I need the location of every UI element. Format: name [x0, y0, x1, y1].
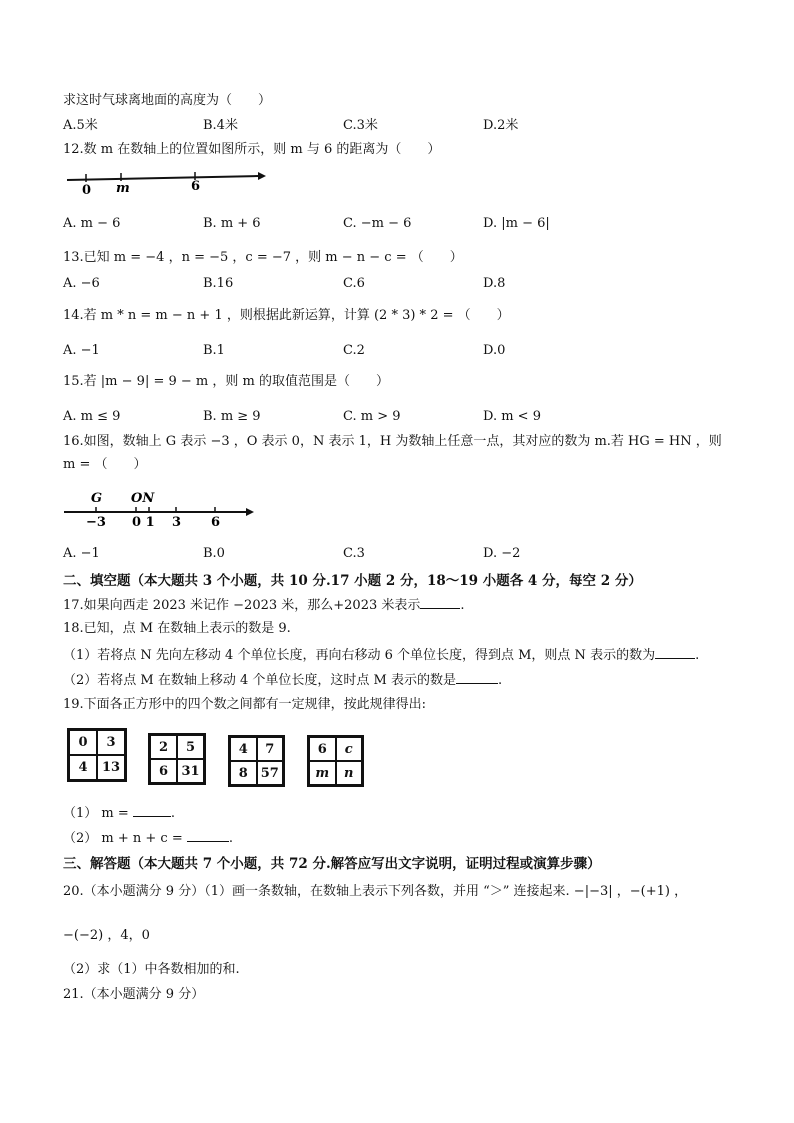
- q18-part1: （1）若将点 N 先向左移动 4 个单位长度，再向右移动 6 个单位长度，得到点 M，则点 N 表示的数为: [63, 648, 656, 663]
- q12-axis-label-6: 6: [191, 179, 201, 194]
- q19-square-4-cell: m: [309, 761, 336, 785]
- q18-part1-end: .: [695, 648, 700, 663]
- q19-square-3-cell: 7: [257, 737, 284, 761]
- q19-part2-end: .: [228, 831, 233, 846]
- q18-part2-blank[interactable]: [456, 670, 498, 684]
- q21-stem: 21.（本小题满分 9 分）: [63, 987, 205, 1002]
- q12-option-b: B. m + 6: [203, 216, 261, 231]
- q16-tick-3: 3: [172, 515, 182, 530]
- q19-square-4-cell: c: [336, 737, 363, 761]
- q19-part2: （2） m + n + c =: [63, 831, 187, 846]
- q19-square-1: [67, 728, 127, 782]
- q19-part1-end: .: [170, 806, 176, 821]
- q19-part2-blank[interactable]: [187, 828, 229, 842]
- q19-square-1-cell: 13: [97, 755, 125, 780]
- q12-number-line: [63, 168, 273, 198]
- q14-stem: 14.若 m * n = m − n + 1 ，则根据此新运算，计算 (2 * 3) * 2 = （ ）: [63, 308, 510, 323]
- q16-label-on: ON: [131, 491, 155, 506]
- q19-square-1-cell: 0: [69, 730, 97, 755]
- q19-square-4-cell: 6: [309, 737, 336, 761]
- q18-part1-line: [63, 645, 699, 665]
- q19-part1-line: [63, 803, 175, 823]
- q19-square-2-cell: 2: [150, 735, 177, 759]
- q19-square-2: [148, 733, 206, 785]
- q17-end: .: [460, 598, 465, 613]
- q16-tick-neg3: −3: [86, 515, 106, 530]
- q16-option-a: A. −1: [63, 546, 100, 561]
- q12-axis-label-0: 0: [82, 183, 92, 198]
- q16-number-line: [60, 486, 260, 530]
- q11-option-c: C.3米: [343, 118, 378, 133]
- q11-stem: 求这时气球离地面的高度为（ ）: [63, 93, 272, 108]
- q12-option-a: A. m − 6: [63, 216, 121, 231]
- q20-line2: −(−2) ，4，0: [63, 928, 150, 943]
- q12-stem: 12.数 m 在数轴上的位置如图所示，则 m 与 6 的距离为（ ）: [63, 142, 441, 157]
- q19-square-2-cell: 5: [177, 735, 204, 759]
- q12-option-d: D. |m − 6|: [483, 216, 550, 231]
- q19-square-1-cell: 4: [69, 755, 97, 780]
- q19-square-3-cell: 4: [230, 737, 257, 761]
- q19-square-2-cell: 31: [177, 759, 204, 783]
- q19-square-3-cell: 57: [257, 761, 284, 785]
- q20-part2: （2）求（1）中各数相加的和.: [63, 962, 240, 977]
- section-3-title: 三、解答题（本大题共 7 个小题，共 72 分.解答应写出文字说明，证明过程或演算步骤）: [63, 856, 601, 872]
- q18-stem: 18.已知，点 M 在数轴上表示的数是 9.: [63, 621, 291, 636]
- q17-stem: 17.如果向西走 2023 米记作 −2023 米，那么+2023 米表示: [63, 598, 421, 613]
- q18-part2-end: .: [497, 673, 503, 688]
- q19-square-3-cell: 8: [230, 761, 257, 785]
- q19-part1: （1） m =: [63, 806, 133, 821]
- q15-option-c: C. m > 9: [343, 409, 401, 424]
- q12-axis-label-m: m: [116, 181, 130, 196]
- q19-square-4: [307, 735, 364, 787]
- q19-square-4-cell: n: [336, 761, 363, 785]
- q18-part2-line: [63, 670, 502, 690]
- q19-square-1-cell: 3: [97, 730, 125, 755]
- q20-stem: 20.（本小题满分 9 分）（1）画一条数轴，在数轴上表示下列各数，并用 “＞” 连接起来. −|−3| ，−(+1) ，: [63, 884, 688, 899]
- q15-stem: 15.若 |m − 9| = 9 − m ，则 m 的取值范围是（ ）: [63, 374, 389, 389]
- q16-option-d: D. −2: [483, 546, 521, 561]
- q11-option-a: A.5米: [63, 118, 98, 133]
- q16-option-c: C.3: [343, 546, 365, 561]
- section-2-title: 二、填空题（本大题共 3 个小题，共 10 分.17 小题 2 分，18～19 小题各 4 分，每空 2 分）: [63, 573, 642, 589]
- q13-option-b: B.16: [203, 276, 234, 291]
- q17-answer-blank[interactable]: [420, 595, 460, 609]
- q18-part2: （2）若将点 M 在数轴上移动 4 个单位长度，这时点 M 表示的数是: [63, 673, 456, 688]
- q15-option-a: A. m ≤ 9: [63, 409, 121, 424]
- q13-stem: 13.已知 m = −4 ，n = −5 ，c = −7 ，则 m − n − c = （ ）: [63, 250, 463, 265]
- q17-line: [63, 595, 465, 615]
- q19-stem: 19.下面各正方形中的四个数之间都有一定规律，按此规律得出:: [63, 697, 427, 712]
- q14-option-b: B.1: [203, 343, 225, 358]
- q12-option-c: C. −m − 6: [343, 216, 412, 231]
- q16-tick-0-1: 0 1: [132, 515, 155, 530]
- q13-option-c: C.6: [343, 276, 365, 291]
- q16-stem-line2: m = （ ）: [63, 457, 147, 472]
- q13-option-d: D.8: [483, 276, 506, 291]
- q11-option-b: B.4米: [203, 118, 238, 133]
- q15-option-d: D. m < 9: [483, 409, 541, 424]
- q14-option-d: D.0: [483, 343, 506, 358]
- q16-option-b: B.0: [203, 546, 225, 561]
- q11-option-d: D.2米: [483, 118, 519, 133]
- q13-option-a: A. −6: [63, 276, 100, 291]
- q19-square-3: [228, 735, 285, 787]
- q15-option-b: B. m ≥ 9: [203, 409, 261, 424]
- q16-tick-6: 6: [211, 515, 221, 530]
- q16-label-g: G: [91, 491, 103, 506]
- q19-part1-blank[interactable]: [133, 803, 171, 817]
- q18-part1-blank[interactable]: [655, 645, 695, 659]
- q14-option-a: A. −1: [63, 343, 100, 358]
- q14-option-c: C.2: [343, 343, 365, 358]
- q19-part2-line: [63, 828, 233, 848]
- q16-stem-line1: 16.如图，数轴上 G 表示 −3 ，O 表示 0，N 表示 1，H 为数轴上任意一点，其对应的数为 m.若 HG = HN ，则: [63, 434, 722, 449]
- q19-square-2-cell: 6: [150, 759, 177, 783]
